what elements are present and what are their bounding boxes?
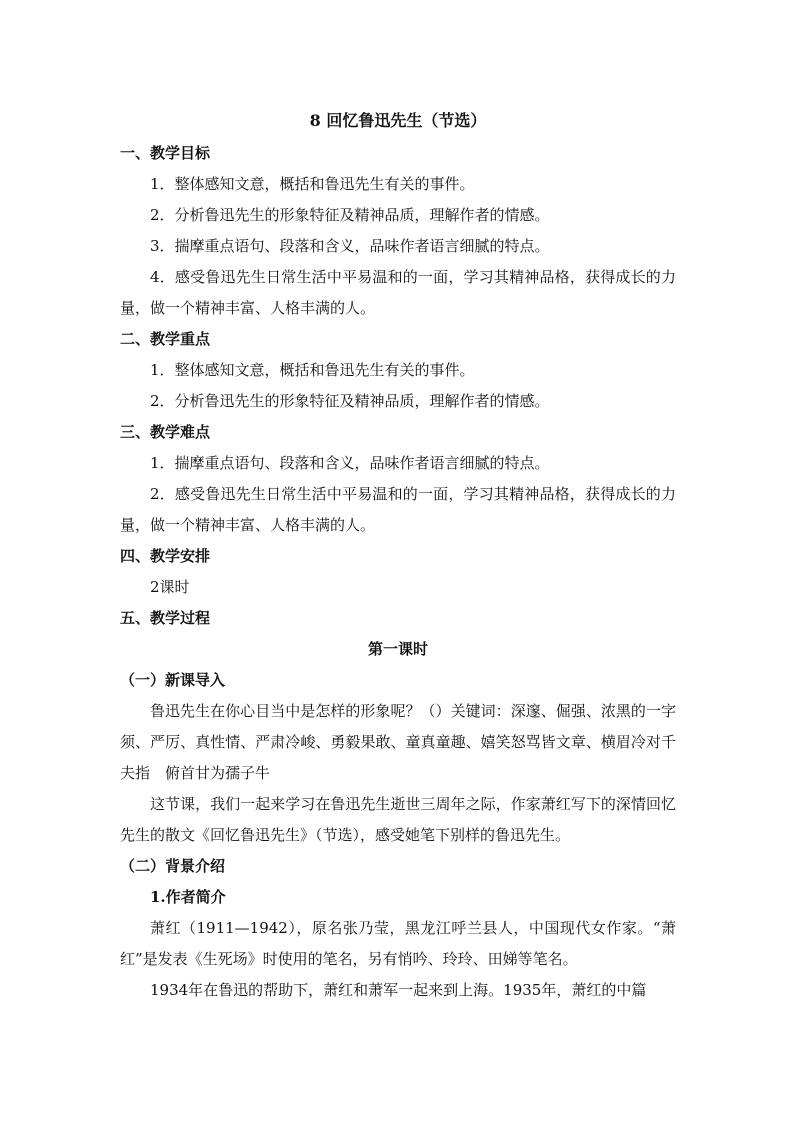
author-intro-heading: 1.作者简介	[150, 888, 226, 906]
subsection-heading-background: （二）背景介绍	[120, 857, 226, 875]
document-title: 8 回忆鲁迅先生（节选）	[309, 111, 487, 130]
goal-item-2: 2．分析鲁迅先生的形象特征及精神品质，理解作者的情感。	[150, 206, 550, 224]
subsection-heading-intro: （一）新课导入	[120, 671, 226, 689]
intro-paragraph-2: 这节课，我们一起来学习在鲁迅先生逝世三周年之际，作家萧红写下的深情回忆先生的散文《回忆鲁迅先生》（节选），感受她笔下别样的鲁迅先生。	[120, 795, 676, 844]
arrangement-text: 2课时	[150, 578, 190, 596]
key-point-item-1: 1．整体感知文意，概括和鲁迅先生有关的事件。	[150, 361, 475, 379]
section-heading-key-points: 二、教学重点	[120, 330, 211, 348]
section-heading-arrangement: 四、教学安排	[120, 547, 211, 565]
section-heading-difficulties: 三、教学难点	[120, 423, 211, 441]
difficulty-item-2: 2．感受鲁迅先生日常生活中平易温和的一面，学习其精神品格，获得成长的力量，做一个精神丰富、人格丰满的人。	[120, 485, 676, 534]
difficulty-item-1: 1．揣摩重点语句、段落和含义，品味作者语言细腻的特点。	[150, 454, 550, 472]
lesson-title: 第一课时	[367, 640, 428, 658]
goal-item-1: 1．整体感知文意，概括和鲁迅先生有关的事件。	[150, 175, 475, 193]
section-heading-process: 五、教学过程	[120, 609, 211, 627]
key-point-item-2: 2．分析鲁迅先生的形象特征及精神品质，理解作者的情感。	[150, 392, 550, 410]
intro-paragraph-1: 鲁迅先生在你心目当中是怎样的形象呢？（）关键词：深邃、倔强、浓黑的一字须、严厉、真性情、严肃冷峻、勇毅果敢、童真童趣、嬉笑怒骂皆文章、横眉冷对千夫指 俯首甘为孺子牛	[120, 702, 676, 782]
goal-item-4: 4．感受鲁迅先生日常生活中平易温和的一面，学习其精神品格，获得成长的力量，做一个精神丰富、人格丰满的人。	[120, 268, 676, 317]
document-content	[120, 104, 676, 1006]
goal-item-3: 3．揣摩重点语句、段落和含义，品味作者语言细腻的特点。	[150, 237, 550, 255]
section-heading-goals: 一、教学目标	[120, 144, 211, 162]
background-paragraph-1: 萧红（1911—1942），原名张乃莹，黑龙江呼兰县人，中国现代女作家。“萧红”是发表《生死场》时使用的笔名，另有悄吟、玲玲、田娣等笔名。	[120, 919, 676, 968]
background-paragraph-2: 1934年在鲁迅的帮助下，萧红和萧军一起来到上海。1935年，萧红的中篇	[150, 981, 647, 999]
